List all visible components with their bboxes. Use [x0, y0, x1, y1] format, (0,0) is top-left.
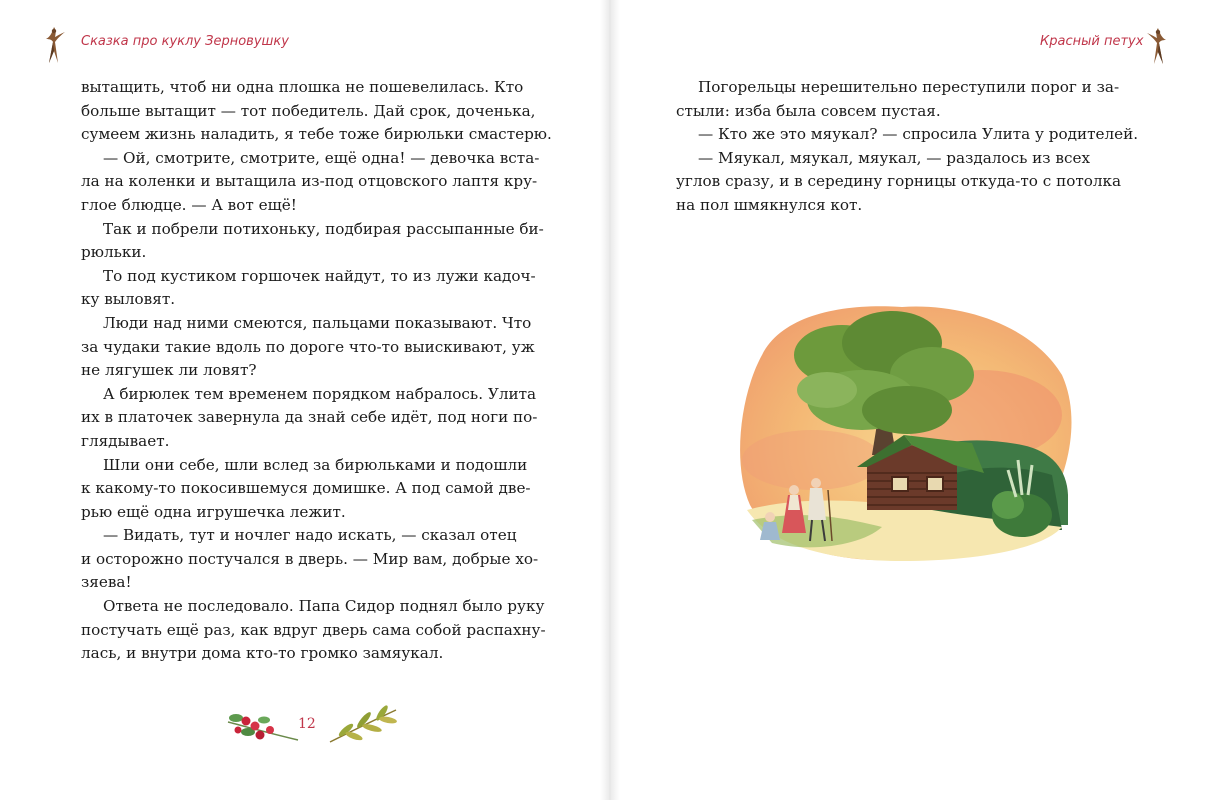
text-line: — Ой, смотрите, смотрите, ещё одна! — девочка вста-: [103, 148, 540, 167]
leaf-sprig-icon: [326, 704, 400, 748]
text-line: рюльки.: [81, 243, 147, 262]
bird-icon: [1142, 24, 1174, 66]
text-line: Так и побрели потихоньку, подбирая рассыпанные би-: [103, 219, 544, 238]
text-line: Шли они себе, шли вслед за бирюльками и подошли: [103, 455, 528, 474]
running-head-right: Красный петух: [1040, 34, 1144, 49]
text-line: постучать ещё раз, как вдруг дверь сама собой распахну-: [81, 620, 546, 639]
text-line: — Кто же это мяукал? — спросила Улита у родителей.: [698, 125, 1139, 144]
text-line: углов сразу, и в середину горницы откуда-то с потолка: [676, 172, 1122, 191]
text-line: лась, и внутри дома кто-то громко замяукал.: [81, 644, 444, 663]
text-line: То под кустиком горшочек найдут, то из лужи кадоч-: [103, 266, 536, 285]
story-illustration: [732, 295, 1076, 563]
berry-sprig-icon: [224, 708, 302, 750]
text-line: глое блюдце. — А вот ещё!: [81, 195, 297, 214]
book-gutter: [600, 0, 620, 800]
text-line: ку выловят.: [81, 290, 176, 309]
text-line: ла на коленки и вытащила из-под отцовского лаптя кру-: [81, 172, 538, 191]
text-line: — Видать, тут и ночлег надо искать, — сказал отец: [103, 526, 517, 545]
text-line: сумеем жизнь наладить, я тебе тоже бирюльки смастерю.: [81, 125, 552, 144]
text-line: глядывает.: [81, 431, 170, 450]
text-line: Ответа не последовало. Папа Сидор поднял было руку: [103, 597, 545, 616]
text-line: больше вытащит — тот победитель. Дай срок, доченька,: [81, 101, 536, 120]
text-line: за чудаки такие вдоль по дороге что-то выискивают, уж: [81, 337, 535, 356]
page-number: 12: [298, 716, 316, 732]
text-line: стыли: изба была совсем пустая.: [676, 101, 941, 120]
text-line: А бирюлек тем временем порядком набралось. Улита: [103, 384, 537, 403]
text-line: Погорельцы нерешительно переступили порог и за-: [698, 78, 1120, 96]
text-line: Люди над ними смеются, пальцами показывают. Что: [103, 313, 532, 332]
text-line: рью ещё одна игрушечка лежит.: [81, 502, 346, 521]
text-line: — Мяукал, мяукал, мяукал, — раздалось из всех: [698, 148, 1091, 167]
right-page-text: [676, 76, 1139, 218]
bird-icon: [38, 23, 70, 65]
text-line: вытащить, чтоб ни одна плошка не пошевелилась. Кто: [81, 78, 524, 96]
text-line: к какому-то покосившемуся домишке. А под самой две-: [81, 479, 531, 498]
text-line: на пол шмякнулся кот.: [676, 195, 863, 214]
text-line: зяева!: [81, 573, 132, 592]
text-line: их в платочек завернула да знай себе идёт, под ноги по-: [81, 408, 538, 427]
text-line: и осторожно постучался в дверь. — Мир вам, добрые хо-: [81, 549, 539, 568]
left-page-text: [81, 76, 552, 666]
running-head-left: Сказка про куклу Зерновушку: [81, 34, 289, 49]
text-line: не лягушек ли ловят?: [81, 361, 257, 380]
